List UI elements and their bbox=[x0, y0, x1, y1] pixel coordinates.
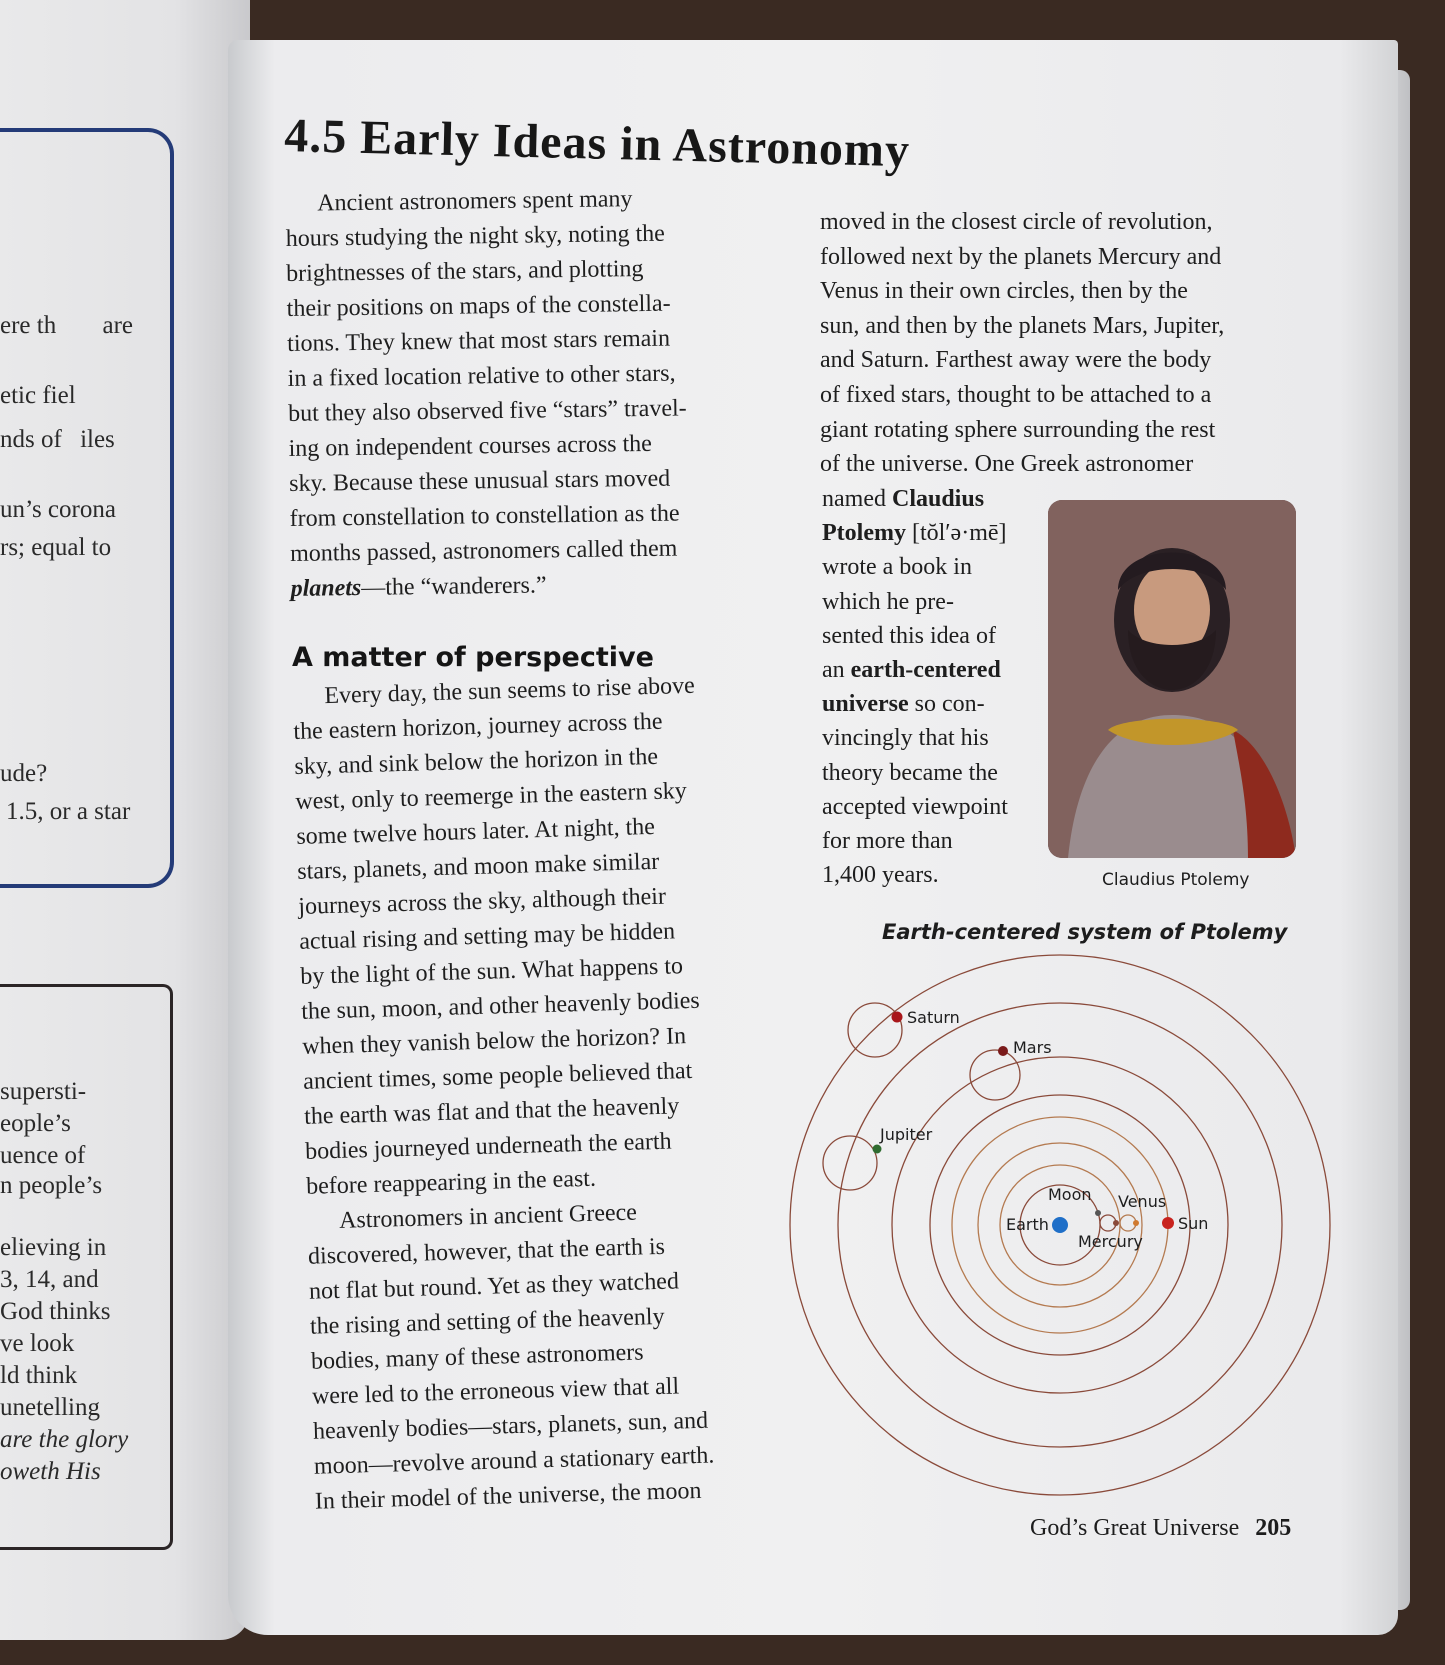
left-text-line: elieving in bbox=[0, 1234, 107, 1261]
text-line: followed next by the planets Mercury and bbox=[820, 243, 1222, 270]
text-line: In their model of the universe, the moon bbox=[314, 1477, 702, 1515]
text-line: tions. They knew that most stars remain bbox=[287, 325, 671, 357]
text-line: of fixed stars, thought to be attached to a bbox=[820, 381, 1212, 408]
text-line: the eastern horizon, journey across the bbox=[293, 708, 663, 745]
text-line: before reappearing in the east. bbox=[305, 1165, 597, 1200]
text-line: sky. Because these unusual stars moved bbox=[288, 465, 671, 497]
page-number: 205 bbox=[1255, 1515, 1292, 1541]
column-1-para-1 bbox=[285, 181, 689, 607]
text-line: bodies, many of these astronomers bbox=[310, 1339, 644, 1375]
text-line: hours studying the night sky, noting the bbox=[285, 220, 665, 252]
label-jupiter: Jupiter bbox=[880, 1125, 933, 1144]
term-earth-centered: earth-centered bbox=[850, 657, 1001, 684]
ptolemy-diagram bbox=[780, 945, 1340, 1505]
text-line: when they vanish below the horizon? In bbox=[301, 1023, 687, 1060]
portrait-caption: Claudius Ptolemy bbox=[1102, 870, 1250, 890]
left-text-line: eople’s bbox=[0, 1110, 71, 1137]
term-ptolemy: Ptolemy bbox=[822, 520, 906, 547]
mercury-marker bbox=[1113, 1220, 1119, 1226]
text-line: months passed, astronomers called them bbox=[289, 535, 678, 567]
label-earth: Earth bbox=[1006, 1215, 1049, 1234]
text-line: 1,400 years. bbox=[822, 862, 939, 889]
text-line: some twelve hours later. At night, the bbox=[296, 813, 656, 850]
subheading: A matter of perspective bbox=[292, 642, 654, 673]
text-line: were led to the erroneous view that all bbox=[311, 1373, 680, 1410]
text-line: named Claudius bbox=[822, 486, 985, 512]
text-line: Astronomers in ancient Greece bbox=[338, 1199, 638, 1234]
text-line: moon—revolve around a stationary earth. bbox=[313, 1442, 715, 1480]
moon-marker bbox=[1095, 1210, 1101, 1216]
text-line: which he pre- bbox=[822, 588, 954, 615]
text-line: universe so con- bbox=[822, 691, 985, 718]
left-text-line: etic fiel bbox=[0, 382, 76, 409]
text-line: by the light of the sun. What happens to bbox=[299, 953, 684, 990]
text-line: moved in the closest circle of revolution, bbox=[820, 209, 1213, 235]
text-line: discovered, however, that the earth is bbox=[307, 1233, 666, 1270]
text-line: for more than bbox=[822, 828, 953, 855]
text-line: not flat but round. Yet as they watched bbox=[308, 1268, 680, 1305]
left-text-line: 1.5, or a star bbox=[6, 798, 131, 825]
left-text-line: are the glory bbox=[0, 1426, 129, 1453]
term-universe: universe bbox=[822, 691, 909, 718]
jupiter-marker bbox=[873, 1145, 882, 1154]
text-line: ing on independent courses across the bbox=[288, 430, 653, 462]
text-line: sky, and sink below the horizon in the bbox=[294, 743, 659, 780]
text-line: ancient times, some people believed that bbox=[302, 1057, 693, 1095]
text-line: vincingly that his bbox=[822, 725, 989, 752]
left-text-line: 3, 14, and bbox=[0, 1266, 99, 1293]
text-line: planets—the “wanderers.” bbox=[290, 572, 547, 602]
section-number: 4.5 bbox=[283, 108, 348, 164]
left-page bbox=[0, 0, 250, 1640]
text-line: but they also observed five “stars” travel- bbox=[287, 395, 687, 427]
term-claudius: Claudius bbox=[891, 486, 985, 512]
text-line: the earth was flat and that the heavenly bbox=[303, 1093, 680, 1130]
epicycle-saturn bbox=[848, 1003, 902, 1057]
text-line: giant rotating sphere surrounding the rest bbox=[820, 416, 1216, 443]
left-text-line: oweth His bbox=[0, 1458, 101, 1485]
mars-marker bbox=[998, 1046, 1008, 1056]
saturn-marker bbox=[892, 1012, 903, 1023]
text-line: sun, and then by the planets Mars, Jupiter, bbox=[820, 312, 1225, 339]
text-line: Ancient astronomers spent many bbox=[317, 186, 633, 217]
text-line: the sun, moon, and other heavenly bodies bbox=[300, 987, 701, 1025]
text-line: actual rising and setting may be hidden bbox=[298, 918, 676, 955]
left-text-line: un’s corona bbox=[0, 496, 116, 523]
text-line: accepted viewpoint bbox=[822, 793, 1008, 820]
text-line: bodies journeyed underneath the earth bbox=[304, 1128, 672, 1165]
sun-marker bbox=[1162, 1217, 1174, 1229]
diagram-title: Earth-centered system of Ptolemy bbox=[882, 920, 1288, 944]
text-line: brightnesses of the stars, and plotting bbox=[286, 256, 644, 287]
text-line: their positions on maps of the constella- bbox=[286, 290, 671, 322]
text-line: and Saturn. Farthest away were the body bbox=[820, 347, 1212, 374]
text-line: heavenly bodies—stars, planets, sun, and bbox=[312, 1407, 709, 1445]
left-text-line: supersti- bbox=[0, 1078, 87, 1105]
left-text-line: rs; equal to bbox=[0, 534, 112, 561]
left-text-line: ve look bbox=[0, 1330, 75, 1357]
label-moon: Moon bbox=[1048, 1185, 1092, 1204]
left-text-line: God thinks bbox=[0, 1298, 111, 1325]
text-line: wrote a book in bbox=[822, 554, 972, 581]
text-line bbox=[822, 516, 1008, 550]
left-text-line: ere th are bbox=[0, 312, 133, 339]
column-2-side-text bbox=[822, 482, 1008, 892]
left-text-line: ld think bbox=[0, 1362, 78, 1389]
term-planets: planets bbox=[290, 574, 362, 602]
left-text-line: ude? bbox=[0, 760, 48, 787]
venus-marker bbox=[1133, 1220, 1139, 1226]
label-mars: Mars bbox=[1013, 1038, 1052, 1057]
text-line: stars, planets, and moon make similar bbox=[296, 848, 660, 885]
label-saturn: Saturn bbox=[907, 1008, 960, 1027]
epicycle-mars bbox=[970, 1050, 1020, 1100]
label-sun: Sun bbox=[1178, 1214, 1209, 1233]
pronunciation: [tŏl′ə·mē] bbox=[911, 520, 1007, 547]
column-2-top bbox=[820, 205, 1224, 482]
ptolemy-portrait bbox=[1048, 500, 1296, 858]
text-line: in a fixed location relative to other stars, bbox=[287, 360, 676, 392]
left-text-line: nds of iles bbox=[0, 426, 115, 453]
text-line: theory became the bbox=[822, 759, 998, 786]
book-title: God’s Great Universe bbox=[1030, 1515, 1240, 1541]
text-line: Every day, the sun seems to rise above bbox=[324, 672, 696, 710]
text-line: from constellation to constellation as the bbox=[289, 500, 680, 532]
left-text-line: n people’s bbox=[0, 1172, 103, 1199]
text-line: of the universe. One Greek astronomer bbox=[820, 451, 1194, 478]
left-text-line: unetelling bbox=[0, 1394, 100, 1421]
column-1-para-2 bbox=[292, 669, 718, 1520]
left-text-line: uence of bbox=[0, 1142, 86, 1169]
label-mercury: Mercury bbox=[1078, 1232, 1143, 1251]
text-line: the rising and setting of the heavenly bbox=[309, 1303, 665, 1340]
earth-marker bbox=[1052, 1217, 1068, 1233]
label-venus: Venus bbox=[1118, 1192, 1167, 1211]
text-line: journeys across the sky, although their bbox=[297, 883, 667, 920]
section-title-text: Early Ideas in Astronomy bbox=[359, 110, 911, 178]
text-line: west, only to reemerge in the eastern sky bbox=[295, 778, 688, 815]
text-line: an earth-centered bbox=[822, 657, 1001, 684]
text-line: Venus in their own circles, then by the bbox=[820, 278, 1188, 305]
epicycle-jupiter bbox=[823, 1136, 877, 1190]
page-footer bbox=[1030, 1515, 1291, 1542]
text-line: sented this idea of bbox=[822, 622, 996, 649]
